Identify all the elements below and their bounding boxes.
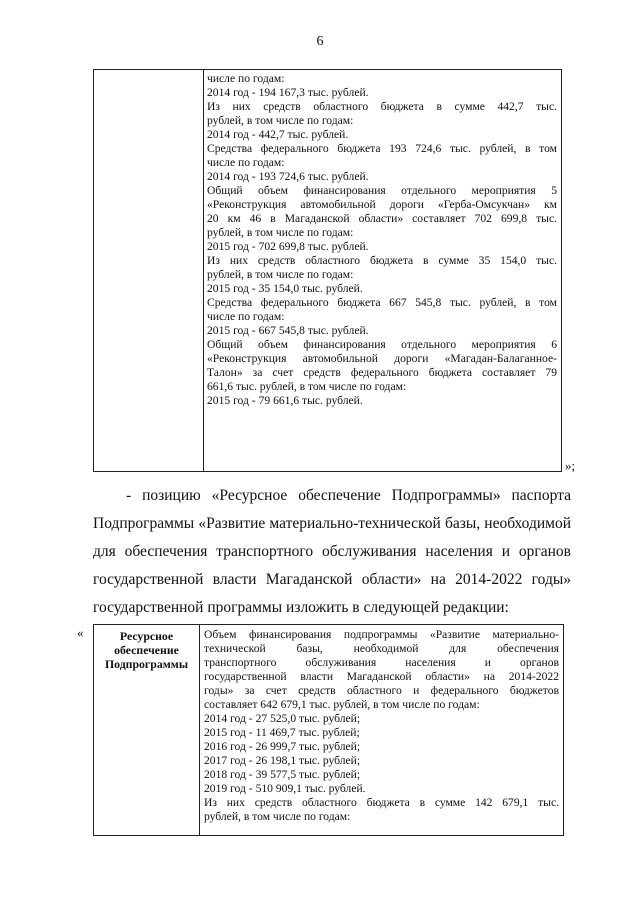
label-line: Ресурсное xyxy=(119,629,174,643)
text-line: 2015 год - 35 154,0 тыс. рублей. xyxy=(207,282,363,295)
resource-provision-label-cell xyxy=(94,625,200,835)
text-line: 2014 год - 193 724,6 тыс. рублей. xyxy=(207,170,369,183)
text-line: числе по годам: xyxy=(207,156,285,169)
text-line: «Реконструкция автомобильной дороги «Магадан-Балаганное- xyxy=(207,352,557,365)
page-number: 6 xyxy=(316,34,324,49)
text-line: Общий объем финансирования отдельного мероприятия 5 xyxy=(207,184,557,197)
text-line: Талон» за счет средств федерального бюджета составляет 79 xyxy=(207,366,557,379)
paragraph-line: государственной программы изложить в следующей редакции: xyxy=(93,599,509,616)
label-line: Подпрограммы xyxy=(104,657,189,671)
text-line: транспортного обслуживания населения и органов xyxy=(204,656,559,669)
paragraph-line: Подпрограммы «Развитие материально-технической базы, необходимой xyxy=(93,515,571,532)
text-line: 2015 год - 667 545,8 тыс. рублей. xyxy=(207,324,369,337)
text-line: 20 км 46 в Магаданской области» составляет 702 699,8 тыс. xyxy=(207,212,557,225)
text-line: технической базы, необходимой для обеспечения xyxy=(204,642,559,655)
text-line: 661,6 тыс. рублей, в том числе по годам: xyxy=(207,380,407,393)
text-line: Средства федерального бюджета 193 724,6 тыс. рублей, в том xyxy=(207,142,557,155)
text-line: 2015 год - 11 469,7 тыс. рублей; xyxy=(204,726,360,739)
closing-quote-mark: »; xyxy=(565,458,576,473)
paragraph-line: для обеспечения транспортного обслуживания населения и органов xyxy=(93,543,571,560)
text-line: составляет 642 679,1 тыс. рублей, в том числе по годам: xyxy=(204,698,480,711)
text-line: Объем финансирования подпрограммы «Развитие материально- xyxy=(204,628,559,641)
text-line: рублей, в том числе по годам: xyxy=(207,114,354,127)
resource-provision-value-cell xyxy=(204,628,559,824)
text-line: рублей, в том числе по годам: xyxy=(207,226,354,239)
text-line: 2018 год - 39 577,5 тыс. рублей; xyxy=(204,768,361,781)
paragraph-line xyxy=(126,486,571,506)
text-line: числе по годам: xyxy=(207,72,285,85)
text-line: рублей, в том числе по годам: xyxy=(207,268,354,281)
text-line: 2015 год - 79 661,6 тыс. рублей. xyxy=(207,394,363,407)
text-line: 2014 год - 194 167,3 тыс. рублей. xyxy=(207,86,369,99)
text-line: «Реконструкция автомобильной дороги «Герба-Омсукчан» км xyxy=(207,198,557,211)
text-line: 2014 год - 442,7 тыс. рублей. xyxy=(207,128,349,141)
label-line: обеспечение xyxy=(114,643,179,657)
text-line: Из них средств областного бюджета в сумме 442,7 тыс. xyxy=(207,100,557,113)
text-line: государственной власти Магаданской области» на 2014-2022 xyxy=(204,670,559,683)
financing-table-continued xyxy=(93,69,562,472)
text-line: Общий объем финансирования отдельного мероприятия 6 xyxy=(207,338,557,351)
table-right-cell xyxy=(207,72,557,408)
text-line: Средства федерального бюджета 667 545,8 тыс. рублей, в том xyxy=(207,296,557,309)
text-line: Из них средств областного бюджета в сумме 35 154,0 тыс. xyxy=(207,254,557,267)
text-line: числе по годам: xyxy=(207,310,285,323)
paragraph-line: государственной власти Магаданской области» на 2014-2022 годы» xyxy=(93,571,571,588)
text-line: 2015 год - 702 699,8 тыс. рублей. xyxy=(207,240,369,253)
text-line: 2019 год - 510 909,1 тыс. рублей. xyxy=(204,782,366,795)
table-left-cell xyxy=(94,70,204,471)
text-line: Из них средств областного бюджета в сумме 142 679,1 тыс. xyxy=(204,796,559,809)
text-line: 2016 год - 26 999,7 тыс. рублей; xyxy=(204,740,361,753)
text-line: 2017 год - 26 198,1 тыс. рублей; xyxy=(204,754,361,767)
text-line: 2014 год - 27 525,0 тыс. рублей; xyxy=(204,712,361,725)
resource-provision-table xyxy=(93,624,564,836)
text-line: годы» за счет средств областного и федерального бюджетов xyxy=(204,684,559,697)
paragraph-line-text: - позицию «Ресурсное обеспечение Подпрограммы» паспорта xyxy=(126,487,571,504)
text-line: рублей, в том числе по годам: xyxy=(204,810,351,823)
opening-quote-mark: « xyxy=(77,625,84,640)
